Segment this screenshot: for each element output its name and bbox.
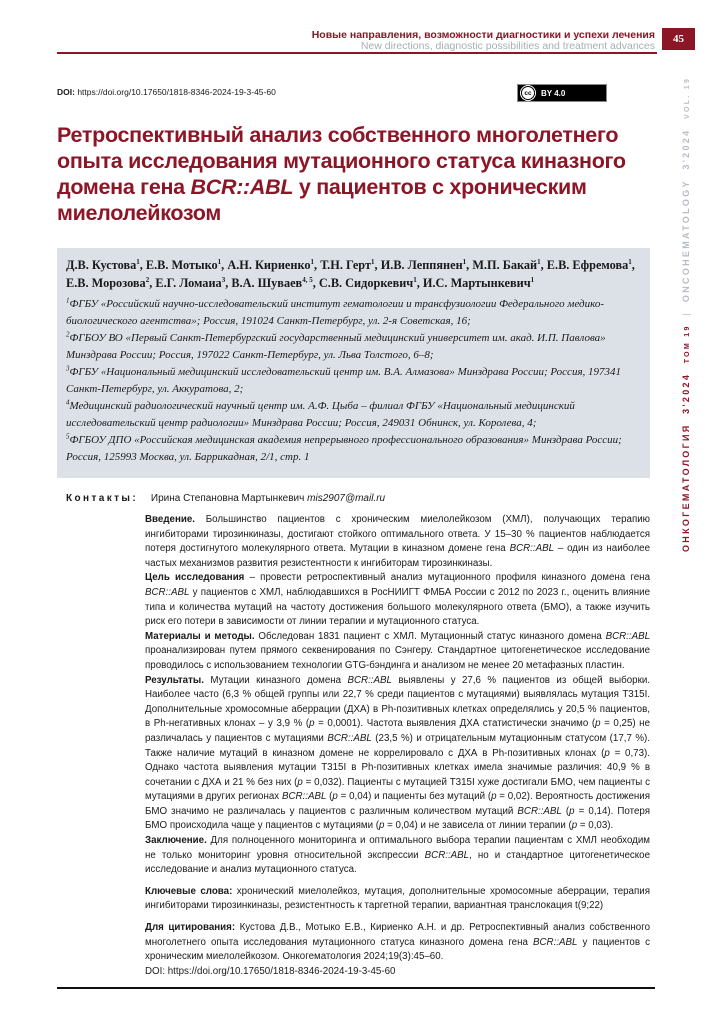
section-label: Материалы и методы. [145,630,255,642]
author-name: М.П. Бакай [472,258,538,272]
author-affiliation-index: 3 [221,275,226,284]
abstract-text: p [297,776,303,788]
section-label: Введение. [145,514,195,525]
abstract-paragraph [145,921,650,965]
abstract-text: ( [326,791,333,803]
author [319,276,417,290]
abstract-text: Для полноценного мониторинга и оптимального выбора терапии пациентам с ХМЛ необходим не только мониторинг уровня относительной экспрессии [145,835,650,861]
author [381,258,466,272]
issue-en: 3'2024 [681,128,691,170]
author-affiliation-index: 1 [371,257,375,266]
contact-email[interactable]: mis2907@mail.ru [307,493,386,504]
author [472,258,540,272]
abstract-text: BCR::ABL [509,543,554,555]
author-affiliation-index: 1 [537,257,541,266]
affiliation-text: ФГБОУ ВО «Первый Санкт-Петербургский государственный медицинский университет им. акад. И.П. Павлова» Минздрава России; Россия, 197022 Санкт-Петербург, ул. Льва Толстого, 6–8; [66,332,606,361]
article-title [57,122,650,226]
abstract-text: BCR::ABL [533,936,578,948]
abstract-text: Кустова Д.В., Мотыко Е.В., Кириенко А.Н. и др. Ретроспективный анализ собственного многолетнего опыта исследования мутационного статуса киназного домена гена [145,922,650,948]
abstract-text: BCR::ABL [517,805,562,817]
abstract-text: = 0,03). [577,820,614,832]
contacts [66,492,650,506]
article-column [57,0,650,1009]
abstract-text: = 0,14). Потеря БМО происходила чаще у пациентов с мутациями ( [145,805,650,832]
author-name: И.С. Мартынкевич [422,276,531,290]
title-text: у пациентов с хроническим [293,175,587,199]
abstract-text: BCR::ABL [281,791,327,803]
affiliation-text: Медицинский радиологический научный центр им. А.Ф. Цыба – филиал ФГБУ «Национальный медицинский исследовательский центр радиологии» Минздрава России; Россия, 249031 Обнинск, ул. Королева, 4; [66,400,575,429]
affiliation [66,364,644,398]
abstract-text: BCR::ABL [327,732,372,744]
author [231,276,312,290]
author [227,258,314,272]
abstract-text: p [309,718,315,730]
author-name: Е.В. Морозова [66,276,146,290]
author-affiliation-index: 1 [530,275,535,284]
abstract-text: = 0,25) не различалась у пациентов с мутациями [145,718,650,744]
abstract-text: (23,5 %) и отрицательным мутационным статусом (17,7 %). Также наличие мутаций в киназном домене не коррелировало с ДХА в Ph-позитивных клонах ( [145,732,650,759]
abstract-text: = 0,04) и пациенты без мутаций ( [337,791,492,803]
abstract-text: BCR::ABL [424,849,470,861]
abstract-paragraph [145,674,650,835]
section-title-en: New directions, diagnostic possibilities and treatment advances [360,40,655,52]
abstract-text: ( [561,805,570,817]
author [155,276,225,290]
section-label: Цель исследования [145,572,245,584]
affiliation-index: 4 [66,398,70,407]
affiliation-text: ФГБУ «Национальный медицинский исследовательский центр им. В.А. Алмазова» Минздрава России; Россия, 197341 Санкт-Петербург, ул. Аккуратова, 2; [66,366,622,395]
abstract-text: Большинство пациентов с хроническим миелолейкозом (ХМЛ), получающих терапию ингибиторами тирозинкиназы, достигают стойкого оптимального ответа. У 15–30 % пациентов наблюдается потеря достигнутого молекулярного ответа. Мутации в киназном домене гена [145,514,650,555]
abstract-text: p [604,747,610,759]
author-list: Д.В. Кустова$^1$, Е.В. Мотыко$^1$, А.Н. Кириенко$^1$, Т.Н. Герт$^1$, И.В. Леппянен$^1$, М.П. Бакай$^1$, Е.В. Ефремова$^1$, Е.В. Морозова$^2$, Е.Г. Ломаиа$^3$, В.А. Шуваев$^{4, 5}$, С.В. Сидоркевич$^1$, И.С. Мартынкевич$^1$ [66,257,635,290]
doi-link[interactable]: https://doi.org/10.17650/1818-8346-2024-19-3-45-60 [77,87,276,97]
abstract-text: p [571,820,578,832]
abstract-paragraph [145,571,650,629]
journal-name-en: ONCOHEMATOLOGY [681,179,691,303]
author-affiliation-index: 4, 5 [302,275,313,284]
section-label: Для цитирования: [145,922,236,934]
author-name: С.В. Сидоркевич [318,276,414,290]
abstract-text: p [379,820,385,832]
author-affiliation-index: 1 [136,257,140,266]
abstract-text: – провести ретроспективный анализ мутационного профиля киназного домена гена [244,572,650,584]
affiliation-list [66,296,644,466]
abstract-text: = 0,02). Вероятность достижения БМО значимо не различалась у пациентов с различным количеством мутаций [145,791,650,817]
author-affiliation-index: 1 [413,275,417,284]
abstract-text: p [491,791,497,803]
abstract-text: выявлены у 27,6 % пациентов из общей выборки. Наиболее часто (6,3 % общей группы или 22,7 % среди пациентов с мутациями) выявлялась мутация T315I. Дополнительные хромосомные аберрации (ДХА) в Ph-позитивных клетках определялись у 20,5 % пациентов, в Ph-негативных клонах – у 3,9 % ( [145,674,650,730]
journal-name-ru: ОНКОГЕМАТОЛОГИЯ [681,423,691,552]
title-line [57,174,650,200]
author-affiliation-index: 1 [310,257,315,266]
abstract [145,513,650,979]
author [66,276,149,290]
abstract-text: Мутации киназного домена [203,674,348,686]
author-affiliation-index: 1 [628,257,632,266]
abstract-text: BCR::ABL [145,586,190,598]
issue-ru: 3'2024 [681,372,691,414]
abstract-text: проанализирован путем прямого секвенирования по Сэнгеру. Стандартное цитогенетическое исследование проводилось с использованием технологии GTG-бэндинга и анализом не менее 20 метафазных пластин. [145,645,650,671]
volume-en: VOL. 19 [684,76,691,119]
abstract-text: BCR::ABL [605,630,651,642]
title-gene: BCR::ABL [190,175,294,199]
abstract-paragraph [145,630,650,674]
author-name: В.А. Шуваев [231,276,303,290]
author-name: Е.В. Ефремова [546,258,629,272]
authors-box [57,248,650,478]
author [66,258,140,272]
affiliation-index: 5 [66,432,70,441]
abstract-paragraph [145,834,650,878]
affiliation [66,330,644,364]
title-text: домена гена [57,175,191,199]
abstract-text: у пациентов с ХМЛ, наблюдавшихся в РосНИИГТ ФМБА России с 2012 по 2023 г., оценить влияние типа и количества мутаций на частоту достижения большого молекулярного ответа (БМО), а также изучить риск его потери в зависимости от линии терапии и мутационного статуса. [145,586,650,628]
author [320,258,374,272]
abstract-text: = 0,73). Однако частота выявления мутации T315I в Ph-позитивных клетках имела значимые различия: 40,9 % в сочетании с ДХА и 21 % без них ( [145,747,650,788]
author-name: Т.Н. Герт [320,258,372,272]
abstract-text: p [332,791,338,803]
abstract-text: DOI: https://doi.org/10.17650/1818-8346-2024-19-3-45-60 [145,965,396,977]
contact-name: Ирина Степановна Мартынкевич [150,493,305,504]
volume-ru: ТОМ 19 [684,324,691,364]
abstract-text: хронический миелолейкоз, мутация, дополнительные хромосомные аберрации, терапия ингибиторами тирозинкиназы, резистентность к таргетной терапии, вариантная транслокация t(9;22) [145,885,650,912]
affiliation-index: 2 [66,330,70,339]
abstract-paragraph [145,885,650,914]
abstract-text: , но и стандартное цитогенетическое исследование и анализ мутационного статуса. [145,849,650,876]
author-name: А.Н. Кириенко [227,258,311,272]
title-line: опыта исследования мутационного статуса киназного [57,149,626,173]
license-text: BY 4.0 [541,88,566,98]
abstract-paragraph [145,513,650,571]
author-name: Е.Г. Ломаиа [155,276,222,290]
abstract-text: – один из наиболее частых механизмов развития резистентности к ингибиторам тирозинкиназы. [145,543,650,569]
affiliation [66,398,644,432]
page-number: 45 [662,28,695,50]
section-label: Результаты. [145,674,204,686]
title-line: Ретроспективный анализ собственного многолетнего [57,123,619,147]
section-title-ru: Новые направления, возможности диагностики и успехи лечения [311,29,655,41]
author [146,258,221,272]
abstract-text: = 0,0001). Частота выявления ДХА статистически значимо ( [314,718,596,730]
abstract-text: Обследован 1831 пациент с ХМЛ. Мутационный статус киназного домена [254,630,606,642]
author [547,258,632,272]
section-label: Заключение. [145,835,207,847]
affiliation-text: ФГБУ «Российский научно-исследовательский институт гематологии и трансфузиологии Федерального медико-биологического агентства»; Россия, 191024 Санкт-Петербург, ул. 2-я Советская, 16; [66,298,605,327]
journal-sidebar [681,77,691,552]
abstract-text: p [569,805,575,817]
abstract-text: BCR::ABL [347,674,392,686]
author-affiliation-index: 2 [145,275,150,284]
title-line: миелолейкозом [57,201,221,225]
abstract-divider [57,987,655,989]
author-affiliation-index: 1 [217,257,222,266]
abstract-text: p [595,718,601,730]
author-name: И.В. Леппянен [380,258,463,272]
affiliation-text: ФГБОУ ДПО «Российская медицинская академия непрерывного профессионального образования» Минздрава России; Россия, 125993 Москва, ул. Баррикадная, 2/1, стр. 1 [66,434,622,463]
author [423,276,534,290]
abstract-text: = 0,04) и не зависела от линии терапии ( [384,820,572,832]
abstract-paragraph [145,965,650,980]
abstract-text: = 0,032). Пациенты с мутацией T315I хуже достигали БМО, чем пациенты с мутациями в других регионах [145,776,650,803]
author-affiliation-index: 1 [462,257,467,266]
sidebar-separator: | [681,310,691,316]
author-name: Е.В. Мотыко [145,258,218,272]
abstract-text: у пациентов с хроническим миелолейкозом. Онкогематология 2024;19(3):45–60. [145,936,651,963]
affiliation [66,432,644,466]
section-label: Ключевые слова: [145,885,233,897]
affiliation-index: 3 [66,364,70,373]
contacts-label: Контакты: [66,493,139,504]
doi-label: DOI: [57,87,75,97]
affiliation [66,296,644,330]
cc-icon: cc [521,86,535,100]
affiliation-index: 1 [66,296,70,305]
author-name: Д.В. Кустова [66,258,137,272]
